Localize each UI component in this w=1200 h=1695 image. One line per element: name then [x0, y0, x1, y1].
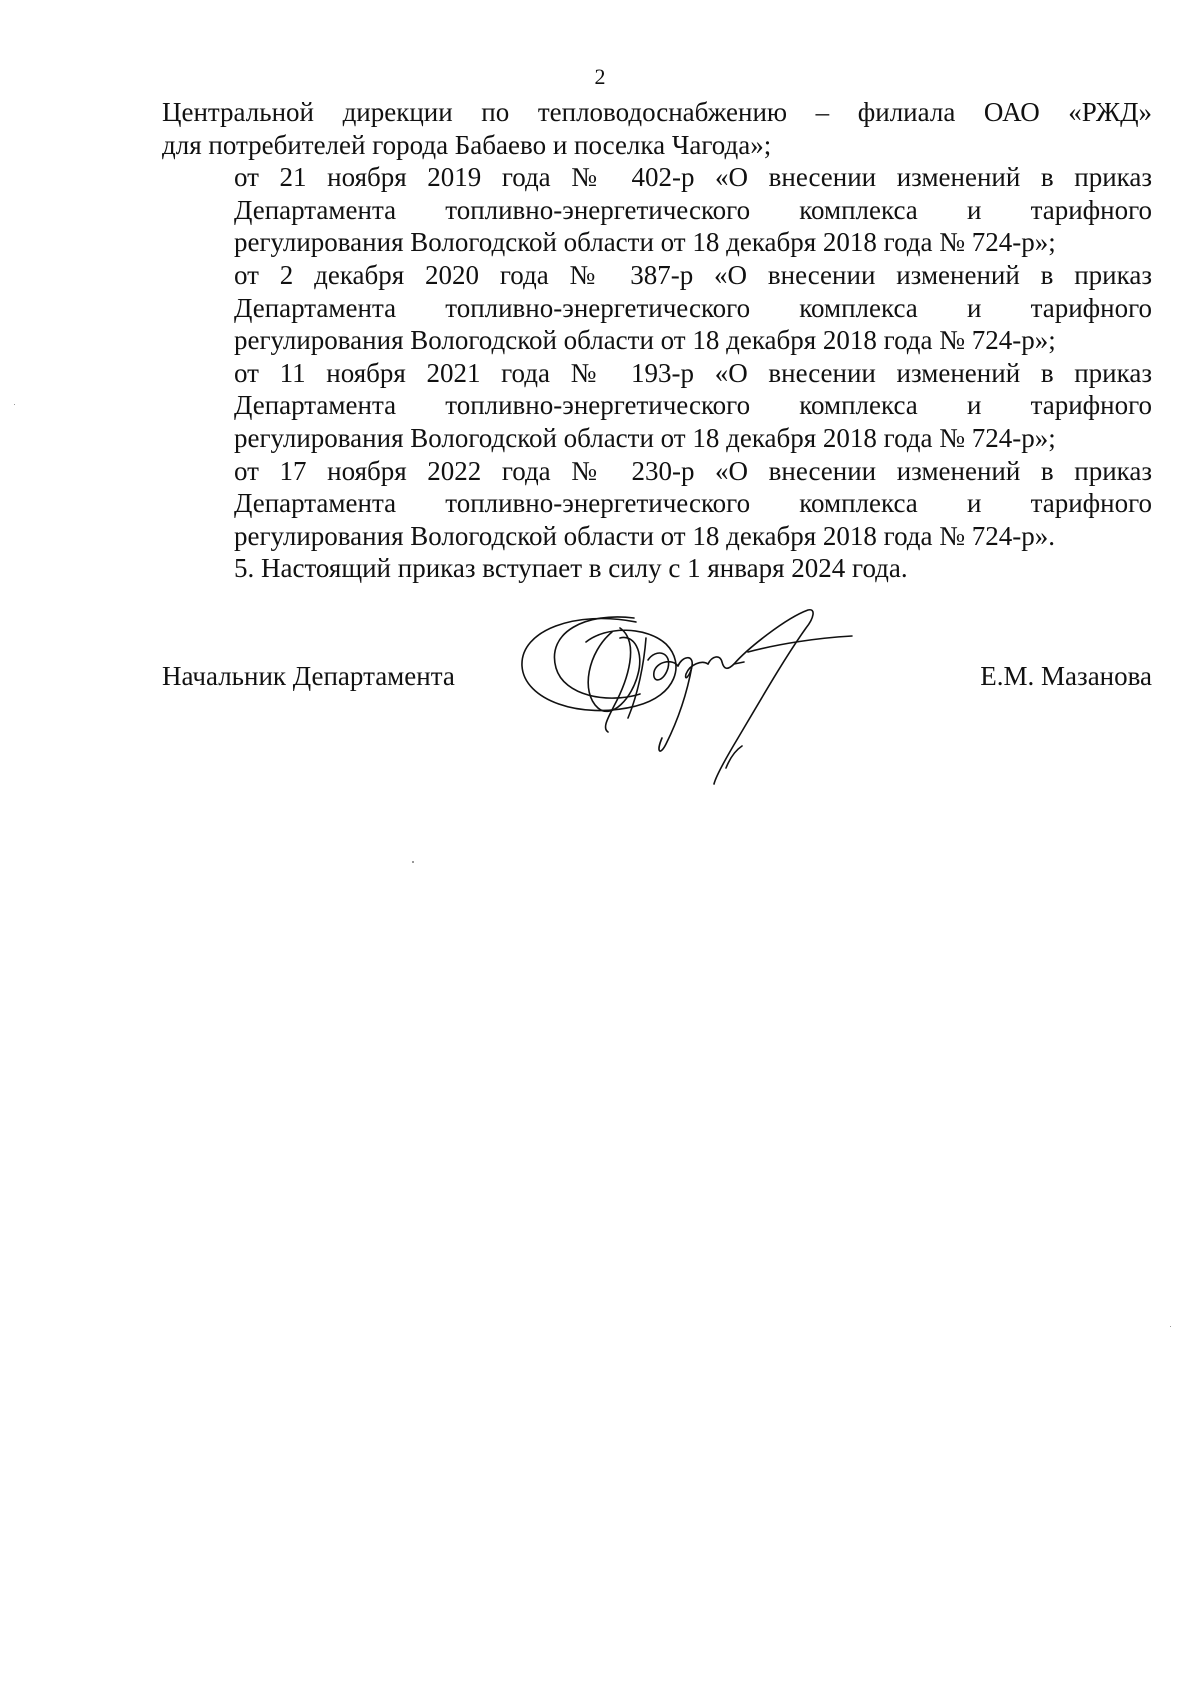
text-line: регулирования Вологодской области от 18 декабря 2018 года № 724-р»;: [234, 227, 1056, 258]
scan-speck: [412, 861, 414, 863]
signer-position: Начальник Департамента: [162, 661, 455, 691]
paragraph-continuation: [162, 96, 1152, 161]
signature-block: [162, 608, 1152, 788]
text-line: от 17 ноября 2022 года № 230-р «О внесении изменений в приказ: [234, 455, 1152, 486]
scan-speck: [1170, 1326, 1171, 1327]
paragraph-order-2019: [162, 161, 1152, 259]
text-line: от 2 декабря 2020 года № 387-р «О внесении изменений в приказ: [234, 259, 1152, 290]
text-line: Департамента топливно-энергетического комплекса и тарифного: [234, 194, 1152, 225]
text-line: регулирования Вологодской области от 18 декабря 2018 года № 724-р».: [234, 520, 1056, 551]
paragraph-effective-date: [162, 552, 1152, 585]
signer-name: Е.М. Мазанова: [980, 661, 1152, 691]
page-number: 2: [594, 64, 606, 89]
text-line: Департамента топливно-энергетического комплекса и тарифного: [234, 488, 1152, 519]
text-line: для потребителей города Бабаево и поселка Чагода»;: [162, 129, 772, 160]
paragraph-order-2022: [162, 455, 1152, 553]
text-line: Департамента топливно-энергетического комплекса и тарифного: [234, 390, 1152, 421]
handwritten-signature: [516, 608, 876, 788]
text-line: Департамента топливно-энергетического комплекса и тарифного: [234, 292, 1152, 323]
scan-speck: [14, 404, 15, 405]
document-body: [162, 96, 1152, 585]
paragraph-order-2020: [162, 259, 1152, 357]
text-line: Центральной дирекции по тепловодоснабжению – филиала ОАО «РЖД»: [162, 97, 1152, 127]
text-line: 5. Настоящий приказ вступает в силу с 1 января 2024 года.: [234, 553, 908, 584]
text-line: регулирования Вологодской области от 18 декабря 2018 года № 724-р»;: [234, 325, 1056, 356]
text-line: от 21 ноября 2019 года № 402-р «О внесении изменений в приказ: [234, 162, 1152, 193]
paragraph-order-2021: [162, 357, 1152, 455]
text-line: от 11 ноября 2021 года № 193-р «О внесении изменений в приказ: [234, 357, 1152, 388]
text-line: регулирования Вологодской области от 18 декабря 2018 года № 724-р»;: [234, 422, 1056, 453]
